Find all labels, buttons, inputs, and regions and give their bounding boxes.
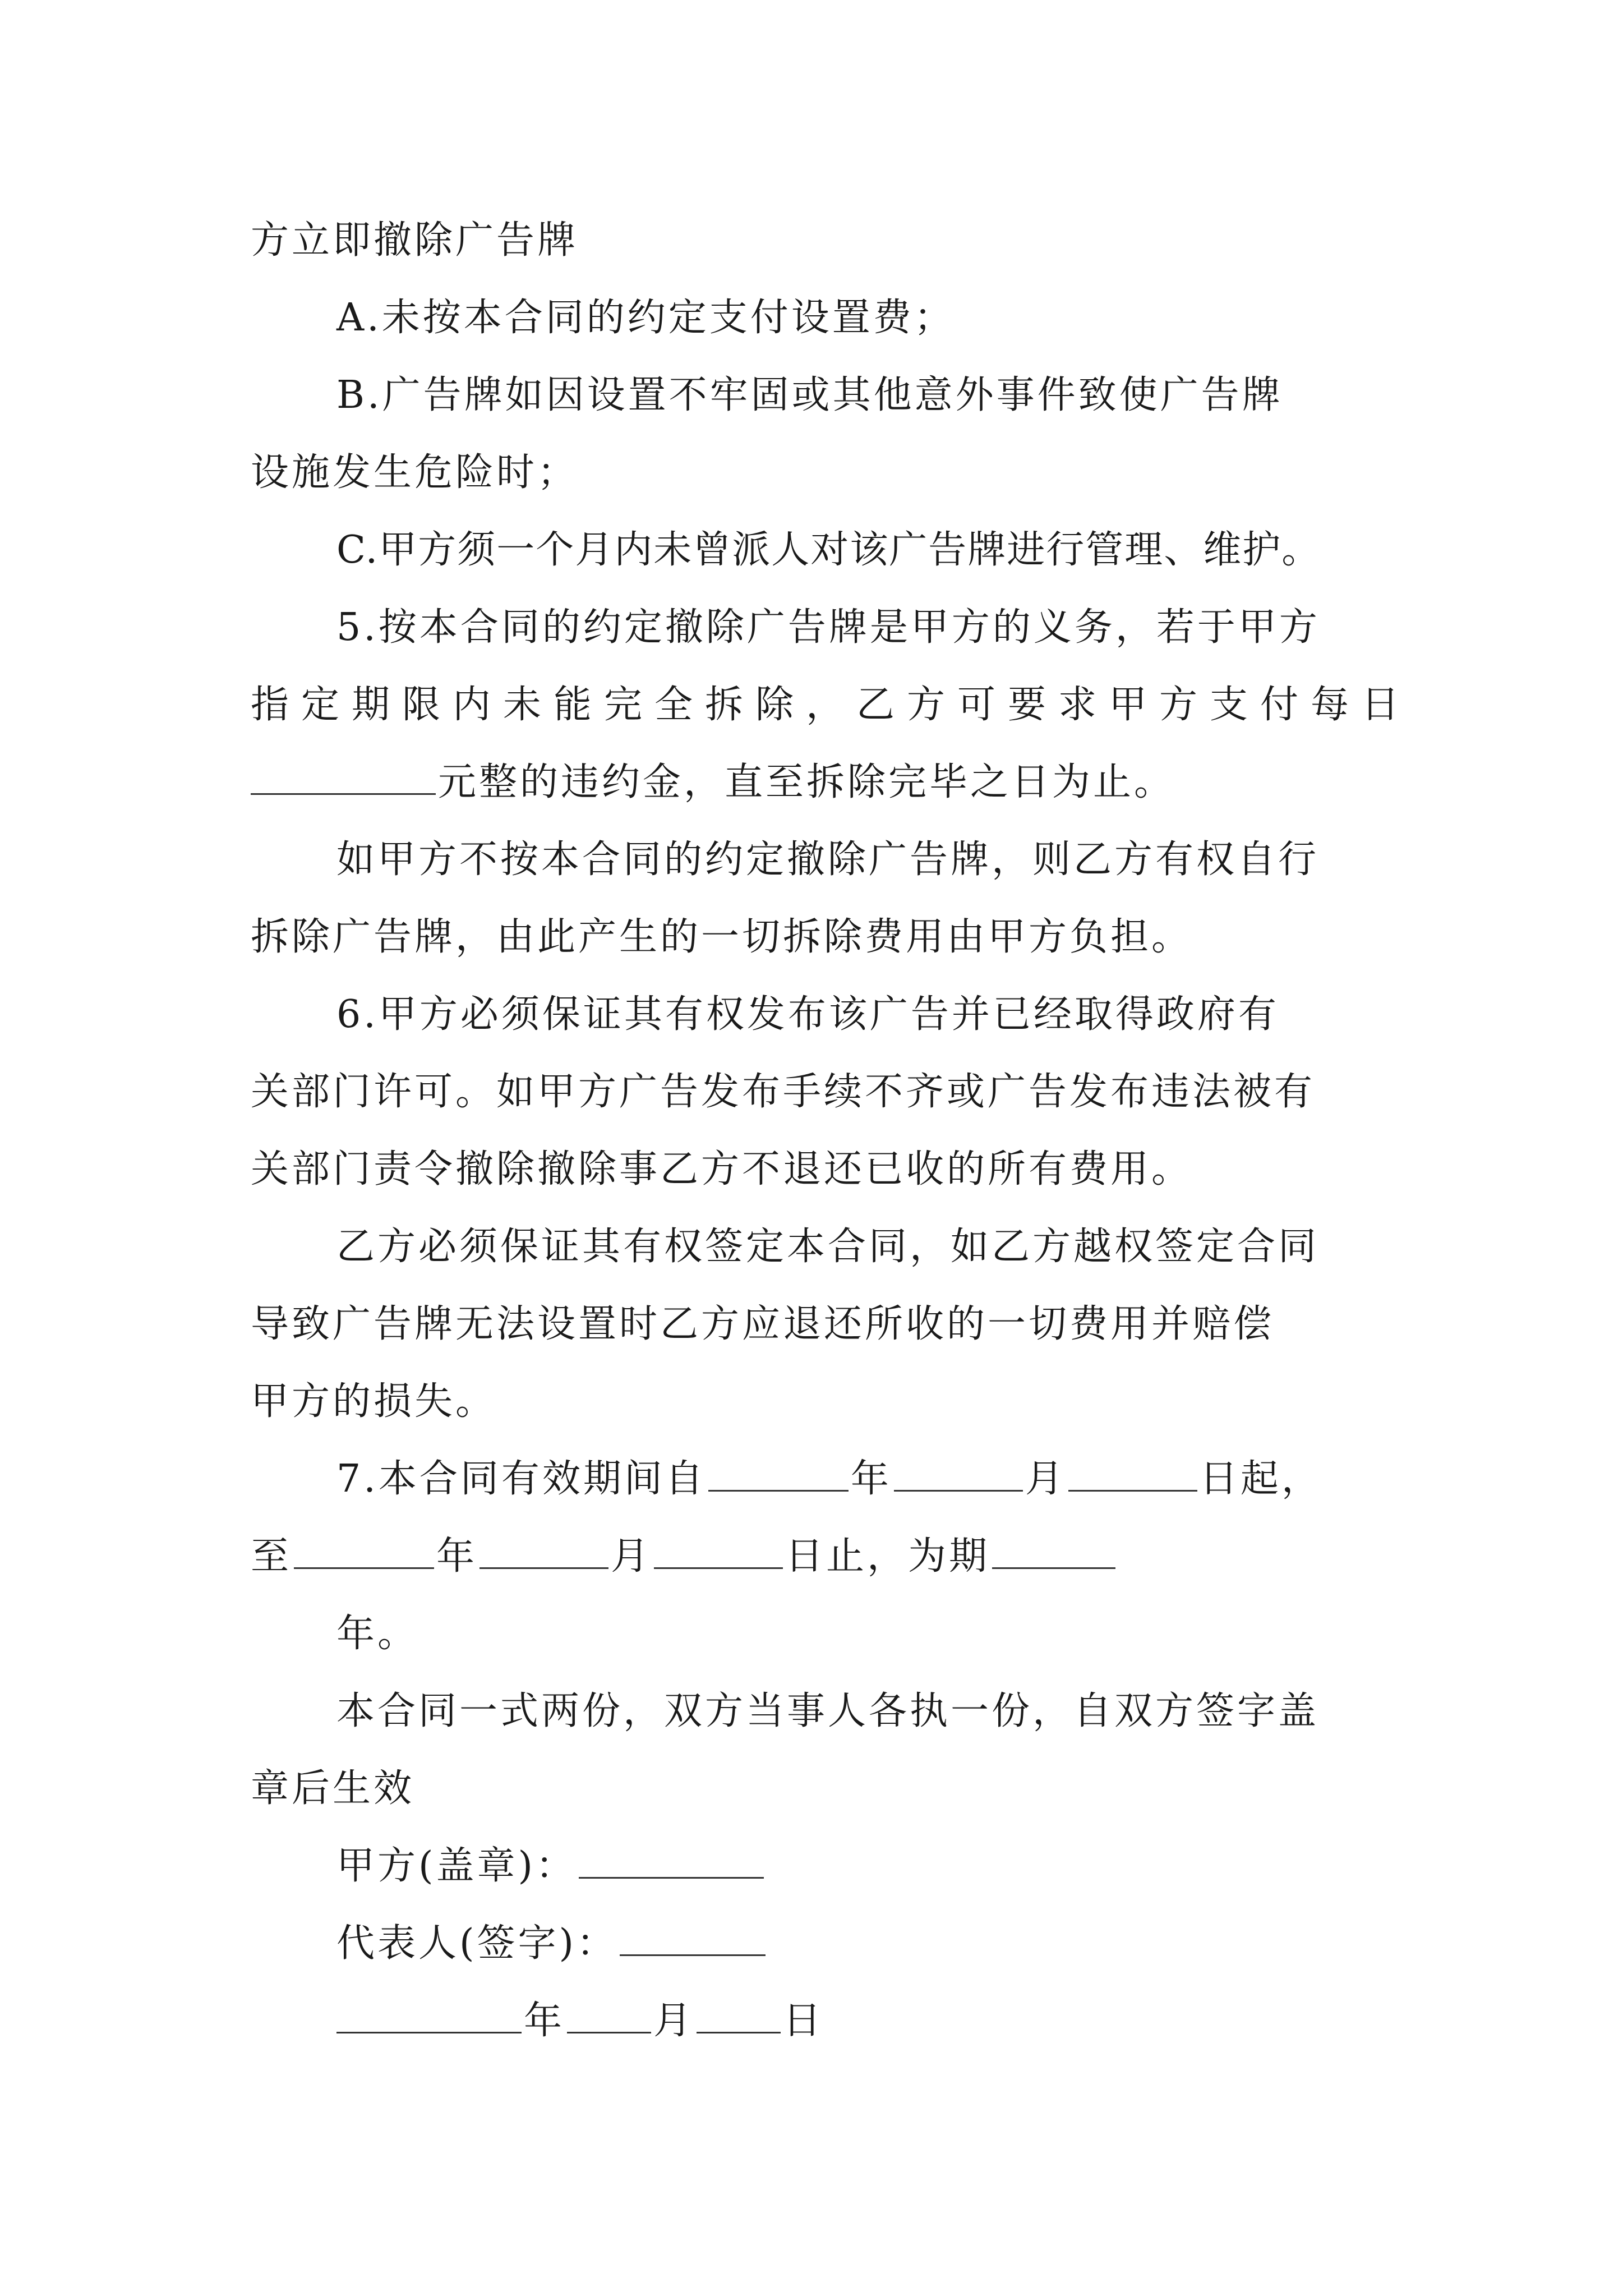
text-line: 乙方必须保证其有权签定本合同，如乙方越权签定合同 bbox=[336, 1225, 1320, 1269]
fill-in-blank bbox=[894, 1455, 1023, 1492]
text-line: C.甲方须一个月内未曾派人对该广告牌进行管理、维护。 bbox=[336, 528, 1321, 572]
text-span: 代表人(签字)： bbox=[336, 1921, 618, 1966]
text-line: 设施发生危险时； bbox=[251, 450, 579, 495]
fill-in-blank bbox=[1068, 1455, 1197, 1492]
fill-in-blank bbox=[579, 1842, 764, 1879]
text-span: 月 bbox=[653, 1999, 695, 2043]
text-line: 方立即撤除广告牌 bbox=[251, 218, 579, 263]
text-line: 甲方的损失。 bbox=[251, 1379, 497, 1424]
fill-in-blank bbox=[708, 1455, 849, 1492]
text-span: 日起， bbox=[1199, 1457, 1322, 1501]
text-line: A.未按本合同的约定支付设置费； bbox=[336, 296, 955, 340]
fill-in-blank bbox=[251, 758, 436, 795]
text-line bbox=[0, 1526, 1623, 1588]
text-line: 关部门责令撤除撤除事乙方不退还已收的所有费用。 bbox=[251, 1147, 1193, 1191]
text-span: 至 bbox=[251, 1534, 292, 1579]
fill-in-blank bbox=[479, 1533, 608, 1569]
fill-in-blank bbox=[620, 1920, 766, 1956]
signature-date-line bbox=[0, 1990, 1623, 2052]
text-line: B.广告牌如因设置不牢固或其他意外事件致使广告牌 bbox=[336, 373, 1283, 417]
text-span: 日止，为期 bbox=[785, 1534, 990, 1579]
text-line: 导致广告牌无法设置时乙方应退还所收的一切费用并赔偿 bbox=[251, 1302, 1275, 1346]
text-span: 月 bbox=[1025, 1457, 1066, 1501]
text-line: 本合同一式两份，双方当事人各执一份，自双方签字盖 bbox=[336, 1689, 1320, 1733]
text-line: 如甲方不按本合同的约定撤除广告牌，则乙方有权自行 bbox=[336, 838, 1320, 882]
fill-in-blank bbox=[654, 1533, 783, 1569]
text-span: 年 bbox=[436, 1534, 478, 1579]
text-line: 拆除广告牌，由此产生的一切拆除费用由甲方负担。 bbox=[251, 915, 1193, 959]
text-span: 甲方(盖章)： bbox=[336, 1844, 577, 1888]
fill-in-blank bbox=[567, 1997, 651, 2033]
text-line bbox=[0, 1448, 1623, 1510]
fill-in-blank bbox=[336, 1997, 522, 2033]
text-line: 5.按本合同的约定撤除广告牌是甲方的义务，若于甲方 bbox=[336, 605, 1320, 650]
text-line: 关部门许可。如甲方广告发布手续不齐或广告发布违法被有 bbox=[251, 1070, 1316, 1114]
text-line: 6.甲方必须保证其有权发布该广告并已经取得政府有 bbox=[336, 992, 1279, 1037]
text-span: 年 bbox=[850, 1457, 892, 1501]
fill-in-blank bbox=[992, 1533, 1115, 1569]
text-span: 7.本合同有效期间自 bbox=[336, 1457, 706, 1501]
text-span: 年 bbox=[524, 1999, 565, 2043]
text-line bbox=[0, 752, 1623, 813]
text-line: 章后生效 bbox=[251, 1766, 415, 1811]
text-span: 元整的违约金，直至拆除完毕之日为止。 bbox=[438, 760, 1175, 804]
text-line: 指定期限内未能完全拆除，乙方可要求甲方支付每日 bbox=[251, 683, 1412, 727]
text-line: 年。 bbox=[336, 1612, 419, 1656]
fill-in-blank bbox=[294, 1533, 434, 1569]
text-span: 月 bbox=[611, 1534, 652, 1579]
signature-line-representative bbox=[0, 1913, 1623, 1975]
signature-line-party-a bbox=[0, 1835, 1623, 1897]
fill-in-blank bbox=[697, 1997, 781, 2033]
text-span: 日 bbox=[783, 1999, 824, 2043]
